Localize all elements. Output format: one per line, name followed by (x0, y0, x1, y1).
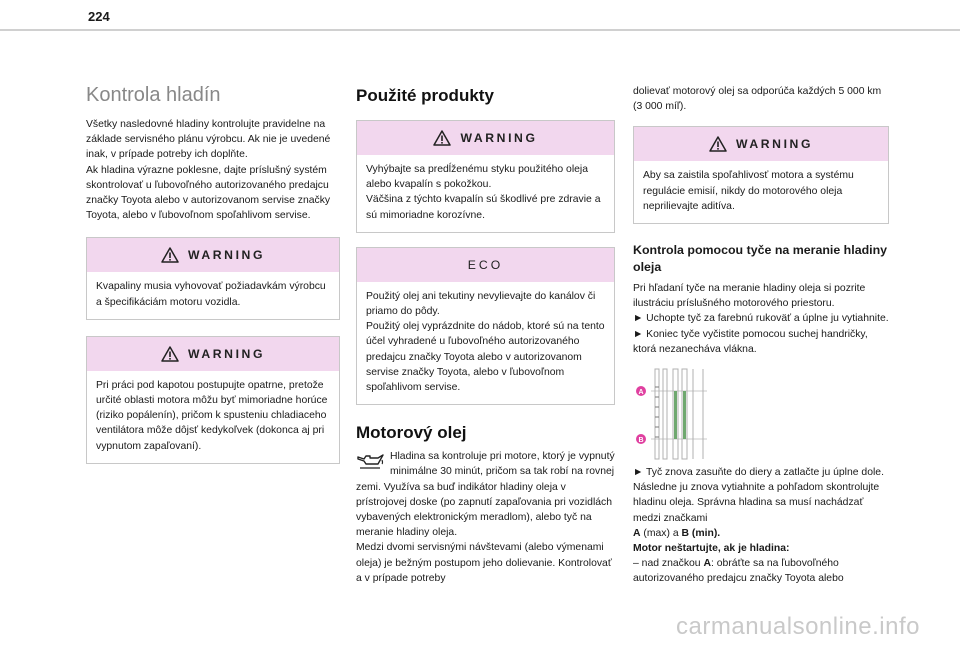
dipstick-diagram (633, 367, 889, 461)
warning-triangle-icon (433, 130, 451, 146)
eco-label: ECO (467, 257, 504, 272)
warning-label: WARNING (460, 131, 538, 145)
oil-can-icon (356, 451, 384, 471)
eco-text: Použitý olej ani tekutiny nevylievajte do kanálov či priamo do pôdy. (366, 290, 596, 318)
line1-prefix: – nad značkou (633, 558, 704, 570)
page-title: Kontrola hladín (86, 84, 221, 106)
dipstick-step-1: ► Uchopte tyč za farebnú rukoväť a úplne ju vytiahnite. (633, 313, 889, 325)
warning-box (356, 120, 615, 233)
eco-body (357, 282, 614, 404)
warning-text: Pri práci pod kapotou postupujte opatrne, pretože určité oblasti motora môžu byť mimoriadne horúce (riziko popálenín), pričom k spusteniu chladiaceho ventilátora môže dôjsť kedykoľvek (dokonca aj pri vypnutom zapaľovaní). (96, 379, 328, 452)
marker-a-label: A (638, 389, 644, 397)
line1-suffix: : obráťte sa na ľubovoľného autorizovaného predajcu značky Toyota alebo (633, 558, 844, 585)
column-2 (356, 80, 615, 586)
warning-triangle-icon (161, 247, 179, 263)
warning-header (357, 121, 614, 155)
eco-text-2: Použitý olej vyprázdnite do nádob, ktoré sú na tento účel vyhradené u ľubovoľného autorizovaného predajcu značky Toyota alebo v autorizovanom servise značky Toyota, alebo v ľubovoľnom spoľahlivom servise. (366, 321, 605, 394)
mark-a: A (633, 527, 641, 539)
header-divider (0, 29, 960, 31)
warning-text: Aby sa zaistila spoľahlivosť motora a systému regulácie emisií, nikdy do motorového oleja neprilievajte aditíva. (643, 170, 854, 212)
subsection-title-dipstick: Kontrola pomocou tyče na meranie hladiny oleja (633, 243, 888, 275)
section-title-used-products: Použité produkty (356, 86, 494, 105)
dipstick-step-2: ► Koniec tyče vyčistite pomocou suchej handričky, ktorá nezanecháva vlákna. (633, 328, 868, 355)
intro-paragraph: Všetky nasledovné hladiny kontrolujte pravidelne na základe servisného plánu výrobcu. Ak nie je uvedené inak, v prípade potreby ich doplňte. (86, 119, 331, 161)
eco-box (356, 247, 615, 405)
warning-text-2: Väčšina z týchto kvapalín sú škodlivé pre zdravie a sú mimoriadne korozívne. (366, 194, 601, 221)
section-title-engine-oil: Motorový olej (356, 423, 467, 443)
column-3 (633, 84, 889, 587)
warning-header (87, 238, 339, 272)
dipstick-illustration (633, 367, 889, 461)
warning-text: Vyhýbajte sa predĺženému styku použitého oleja alebo kvapalín s pokožkou. (366, 164, 588, 191)
continued-text: dolievať motorový olej sa odporúča každých 5 000 km (3 000 míľ). (633, 86, 882, 113)
mark-b: B (min). (681, 527, 721, 539)
warning-label: WARNING (735, 137, 814, 152)
dipstick-intro: Pri hľadaní tyče na meranie hladiny oleja si pozrite ilustráciu príslušného motorového priestoru. (633, 283, 866, 310)
warning-body (357, 155, 614, 232)
warning-label: WARNING (187, 248, 266, 263)
warning-body (87, 272, 339, 318)
dipstick-step-3 (633, 465, 889, 541)
eco-header (357, 248, 614, 282)
engine-warning-heading: Motor neštartujte, ak je hladina: (633, 543, 790, 555)
warning-body (87, 371, 339, 463)
watermark: carmanualsonline.info (676, 613, 920, 640)
max-text: (max) a (640, 527, 682, 539)
warning-box (633, 126, 889, 224)
warning-header (634, 127, 888, 161)
warning-box (86, 336, 340, 464)
engine-oil-text: Hladina sa kontroluje pri motore, ktorý je vypnutý minimálne 30 minút, pričom sa tak robí na rovnej zemi. Využíva sa buď indikátor hladiny oleja v prístrojovej doske (po zapnutí zapaľovania pri vozidlách vybavených elektronickým meradlom), alebo tyč na meranie hladiny oleja. (356, 451, 615, 539)
warning-body (634, 161, 888, 223)
warning-label: WARNING (187, 346, 266, 361)
engine-oil-text-2: Medzi dvomi servisnými návštevami (alebo výmenami oleja) je bežným postupom jeho dolievanie. Kontrolovať a v prípade potreby (356, 542, 612, 584)
engine-oil-paragraph (356, 449, 615, 540)
intro-paragraph-2: Ak hladina výrazne poklesne, dajte príslušný systém skontrolovať u ľubovoľného autorizovaného predajcu značky Toyota alebo v autorizovanom servise značky Toyota, alebo v ľubovoľnom spoľahlivom servise. (86, 164, 331, 222)
engine-warning-line-1 (633, 556, 889, 586)
warning-text: Kvapaliny musia vyhovovať požiadavkám výrobcu a špecifikáciám motoru vozidla. (96, 281, 326, 308)
warning-triangle-icon (161, 346, 179, 362)
column-1 (86, 80, 340, 464)
dipstick-step-3-text: ► Tyč znova zasuňte do diery a zatlačte ju úplne dole. Následne ju znova vytiahnite a pohľadom skontrolujte hladinu oleja. Správna hladina sa musí nachádzať medzi značkami (633, 467, 884, 524)
warning-triangle-icon (709, 136, 727, 152)
page-number: 224 (88, 9, 110, 24)
line1-mark: A (703, 558, 711, 570)
warning-header (87, 337, 339, 371)
marker-b-label: B (638, 437, 644, 445)
warning-box (86, 237, 340, 319)
